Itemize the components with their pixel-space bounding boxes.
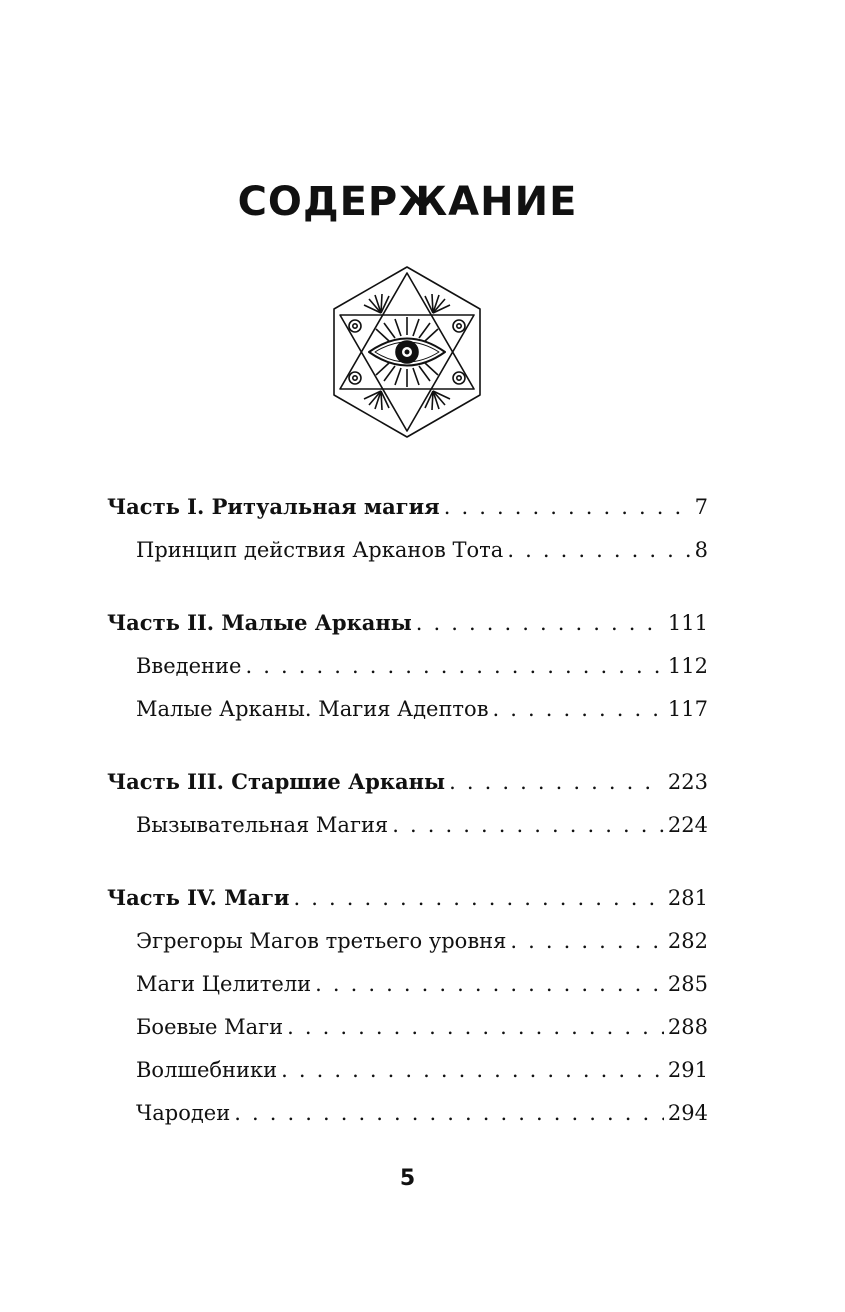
toc-entry-chapter[interactable]: [107, 965, 708, 1008]
page-number: 5: [399, 1166, 416, 1191]
toc-entry-page: 111: [667, 611, 708, 635]
toc-entry-part[interactable]: [107, 879, 708, 922]
toc-entry-page: 7: [694, 495, 708, 519]
toc-entry-page: 288: [667, 1015, 708, 1039]
toc-entry-part[interactable]: [107, 488, 708, 531]
toc-entry-page: 282: [667, 929, 708, 953]
toc-entry-title: Маги Целители: [136, 972, 312, 996]
dot-leader: [444, 488, 691, 526]
toc-entry-chapter[interactable]: [107, 531, 708, 574]
toc-entry-chapter[interactable]: [107, 690, 708, 733]
toc-entry-title: Часть II. Малые Арканы: [107, 610, 412, 635]
toc-entry-page: 285: [667, 972, 708, 996]
toc-entry-page: 117: [667, 697, 708, 721]
toc-entry-chapter[interactable]: [107, 806, 708, 849]
toc-section-part-4: [107, 879, 708, 1137]
toc-entry-chapter[interactable]: [107, 922, 708, 965]
toc-entry-chapter[interactable]: [107, 1094, 708, 1137]
toc-entry-title: Часть I. Ритуальная магия: [107, 494, 440, 519]
toc-entry-part[interactable]: [107, 604, 708, 647]
toc-entry-title: Волшебники: [136, 1058, 278, 1082]
dot-leader: [392, 806, 664, 844]
toc-entry-page: 112: [667, 654, 708, 678]
toc-entry-part[interactable]: [107, 763, 708, 806]
toc-entry-title: Вызывательная Магия: [136, 813, 389, 837]
toc-entry-title: Часть IV. Маги: [107, 885, 290, 910]
dot-leader: [510, 922, 664, 960]
table-of-contents: [107, 488, 708, 1167]
toc-entry-page: 223: [667, 770, 708, 794]
toc-section-part-1: [107, 488, 708, 574]
toc-entry-page: 291: [667, 1058, 708, 1082]
dot-leader: [507, 531, 690, 569]
toc-entry-page: 294: [667, 1101, 708, 1125]
toc-entry-chapter[interactable]: [107, 1008, 708, 1051]
dot-leader: [315, 965, 664, 1003]
toc-entry-page: 8: [694, 538, 708, 562]
dot-leader: [281, 1051, 664, 1089]
toc-section-part-3: [107, 763, 708, 849]
toc-entry-title: Чародеи: [136, 1101, 231, 1125]
dot-leader: [416, 604, 664, 642]
toc-entry-page: 224: [667, 813, 708, 837]
toc-entry-title: Малые Арканы. Магия Адептов: [136, 697, 489, 721]
dot-leader: [493, 690, 664, 728]
toc-entry-title: Эгрегоры Магов третьего уровня: [136, 929, 507, 953]
toc-entry-title: Часть III. Старшие Арканы: [107, 769, 446, 794]
toc-entry-title: Принцип действия Арканов Тота: [136, 538, 504, 562]
toc-entry-chapter[interactable]: [107, 1051, 708, 1094]
toc-entry-title: Введение: [136, 654, 242, 678]
dot-leader: [234, 1094, 664, 1132]
dot-leader: [449, 763, 664, 801]
dot-leader: [294, 879, 664, 917]
toc-section-part-2: [107, 604, 708, 733]
all-seeing-eye-hexagram-icon: [331, 265, 483, 439]
dot-leader: [245, 647, 663, 685]
dot-leader: [287, 1008, 664, 1046]
toc-entry-page: 281: [667, 886, 708, 910]
page-title: СОДЕРЖАНИЕ: [237, 179, 578, 225]
toc-entry-chapter[interactable]: [107, 647, 708, 690]
toc-entry-title: Боевые Маги: [136, 1015, 284, 1039]
